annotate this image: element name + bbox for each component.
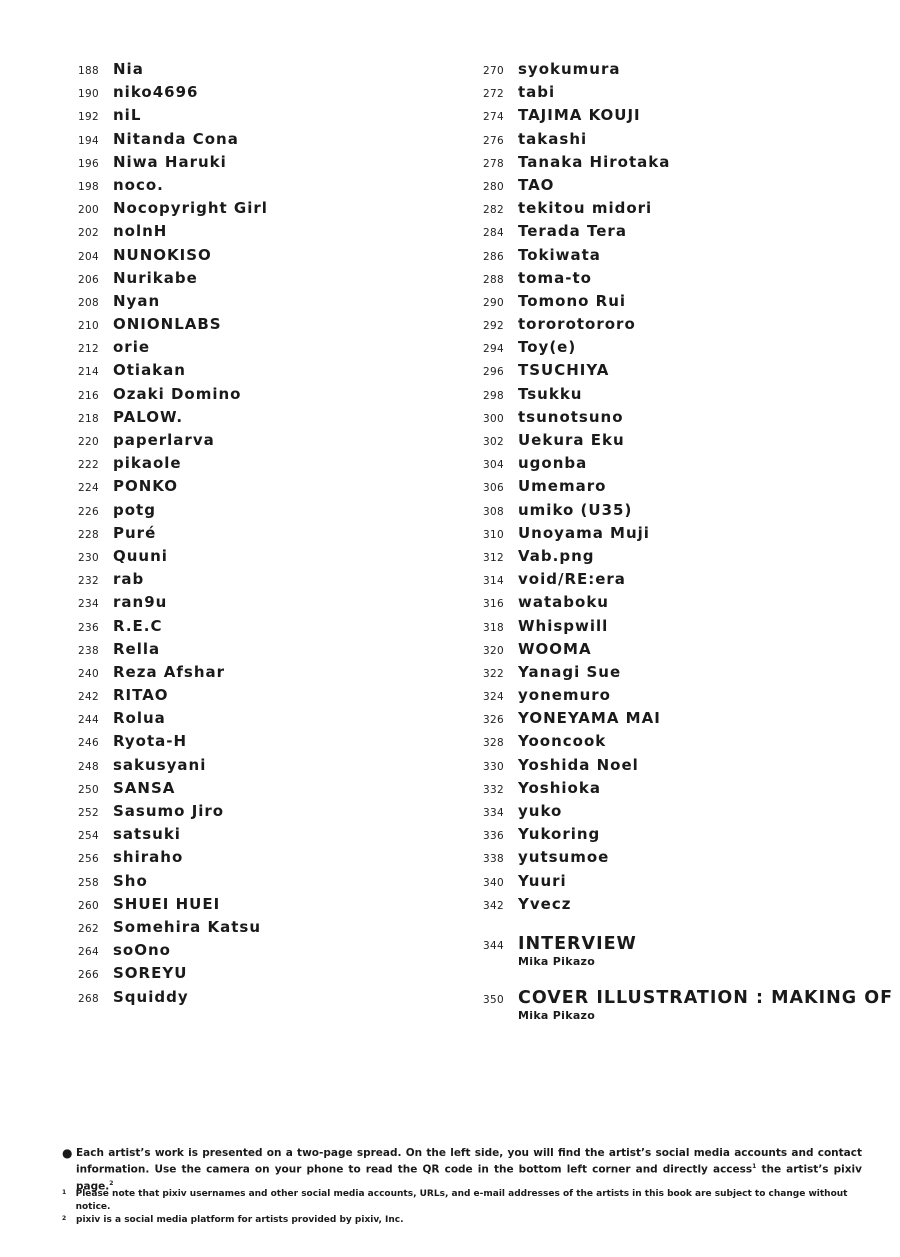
entry-page-number: 258 (78, 876, 99, 889)
section-title: COVER ILLUSTRATION : MAKING OF (518, 988, 894, 1008)
index-entry (483, 640, 670, 663)
entry-artist-name: NUNOKISO (113, 245, 212, 264)
section-title: INTERVIEW (518, 934, 637, 954)
index-entry (78, 686, 268, 709)
index-entry (78, 732, 268, 755)
entry-artist-name: SHUEI HUEI (113, 894, 221, 913)
entry-artist-name: TAJIMA KOUJI (518, 106, 641, 125)
entry-artist-name: wataboku (518, 593, 609, 612)
entry-artist-name: Tokiwata (518, 245, 601, 264)
entry-page-number: 230 (78, 551, 99, 564)
entry-page-number: 294 (483, 343, 504, 356)
index-entry (78, 222, 268, 245)
index-right-column (483, 60, 670, 918)
index-entry (483, 153, 670, 176)
entry-page-number: 342 (483, 899, 504, 912)
entry-artist-name: Sasumo Jiro (113, 802, 225, 820)
entry-page-number: 218 (78, 412, 99, 425)
index-entry (78, 431, 268, 454)
entry-page-number: 288 (483, 273, 504, 286)
index-entry (78, 802, 268, 825)
index-entry (483, 454, 670, 477)
index-entry (78, 477, 268, 500)
index-entry (483, 130, 670, 153)
entry-artist-name: Niwa Haruki (113, 152, 227, 171)
bullet-icon: ● (62, 1146, 73, 1160)
entry-page-number: 222 (78, 459, 99, 472)
index-entry (78, 292, 268, 315)
entry-artist-name: Unoyama Muji (518, 523, 650, 542)
entry-page-number: 260 (78, 899, 99, 912)
index-entry (78, 408, 268, 431)
index-entry (483, 756, 670, 779)
entry-artist-name: yonemuro (518, 686, 611, 705)
index-entry (483, 895, 670, 918)
index-entry (483, 593, 670, 616)
entry-page-number: 296 (483, 366, 504, 379)
index-entry (483, 338, 670, 361)
entry-artist-name: Whispwill (518, 616, 609, 635)
entry-page-number: 322 (483, 667, 504, 680)
entry-page-number: 264 (78, 946, 99, 959)
entry-artist-name: Umemaro (518, 477, 607, 496)
footnote-text: Please note that pixiv usernames and other social media accounts, URLs, and e-mail addresses of the artists in this book are subject to change without notice. (75, 1189, 848, 1212)
entry-artist-name: Yoshioka (518, 778, 601, 797)
entry-page-number: 252 (78, 807, 99, 819)
index-entry (78, 964, 268, 987)
index-entry (483, 431, 670, 454)
entry-page-number: 314 (483, 575, 504, 588)
index-entry (78, 501, 268, 524)
index-entry (483, 106, 670, 129)
index-entry (78, 848, 268, 871)
entry-page-number: 188 (78, 65, 99, 77)
entry-artist-name: Squiddy (113, 987, 189, 1006)
entry-artist-name: ugonba (518, 454, 588, 473)
entry-artist-name: potg (113, 500, 156, 519)
index-entry (78, 617, 268, 640)
index-entry (78, 640, 268, 663)
index-entry (483, 872, 670, 895)
entry-artist-name: Ryota-H (113, 732, 188, 751)
entry-artist-name: tekitou midori (518, 199, 653, 218)
entry-page-number: 212 (78, 343, 99, 356)
entry-page-number: 234 (78, 598, 99, 611)
entry-page-number: 336 (483, 830, 504, 843)
entry-artist-name: Tanaka Hirotaka (518, 152, 671, 171)
index-entry (78, 872, 268, 895)
footnote-number: 2 (62, 1215, 67, 1222)
entry-page-number: 324 (483, 691, 504, 704)
entry-page-number: 278 (483, 157, 504, 170)
entry-page-number: 200 (78, 204, 99, 217)
section-subtitle: Mika Pikazo (518, 1009, 596, 1022)
entry-page-number: 254 (78, 830, 99, 843)
index-entry (483, 686, 670, 709)
entry-page-number: 208 (78, 296, 99, 309)
entry-artist-name: tsunotsuno (518, 407, 624, 426)
index-entry (78, 361, 268, 384)
entry-artist-name: takashi (518, 129, 588, 148)
entry-page-number: 340 (483, 876, 504, 889)
entry-page-number: 256 (78, 853, 99, 866)
entry-artist-name: Toy(e) (518, 338, 577, 357)
index-entry (78, 547, 268, 570)
entry-page-number: 276 (483, 134, 504, 147)
index-entry (78, 130, 268, 153)
index-entry (483, 524, 670, 547)
entry-page-number: 198 (78, 180, 99, 193)
section-interview (483, 934, 637, 968)
entry-page-number: 228 (78, 528, 99, 541)
entry-artist-name: Yanagi Sue (518, 662, 622, 681)
index-entry (78, 756, 268, 779)
entry-page-number: 298 (483, 389, 504, 402)
index-entry (78, 199, 268, 222)
entry-page-number: 302 (483, 436, 504, 448)
index-entry (483, 547, 670, 570)
entry-page-number: 320 (483, 644, 504, 657)
entry-artist-name: orie (113, 338, 151, 357)
index-entry (78, 454, 268, 477)
entry-page-number: 220 (78, 436, 99, 448)
index-entry (78, 825, 268, 848)
entry-page-number: 280 (483, 180, 504, 193)
index-entry (78, 246, 268, 269)
section-page-number: 350 (483, 994, 504, 1006)
entry-page-number: 196 (78, 157, 99, 170)
index-entry (483, 848, 670, 871)
index-entry (78, 385, 268, 408)
entry-page-number: 194 (78, 134, 99, 147)
entry-artist-name: void/RE:era (518, 570, 626, 589)
section-subtitle: Mika Pikazo (518, 955, 596, 968)
entry-page-number: 312 (483, 551, 504, 564)
note-text-part1: Each artist’s work is presented on a two-page spread. On the left side, you will find the artist’s social media accounts and contact information. Use the camera on your phone to read the QR code in the bottom left corner and directly access (76, 1147, 862, 1176)
index-entry (78, 918, 268, 941)
index-entry (78, 269, 268, 292)
entry-artist-name: paperlarva (113, 431, 215, 449)
footnotes (62, 1188, 862, 1227)
entry-artist-name: Nocopyright Girl (113, 199, 268, 218)
entry-page-number: 224 (78, 482, 99, 495)
footnote (62, 1214, 862, 1227)
entry-page-number: 248 (78, 760, 99, 773)
entry-artist-name: Reza Afshar (113, 662, 226, 681)
index-entry (483, 663, 670, 686)
index-entry (483, 361, 670, 384)
entry-artist-name: TSUCHIYA (518, 361, 610, 380)
entry-page-number: 250 (78, 783, 99, 796)
index-entry (78, 153, 268, 176)
entry-artist-name: Nitanda Cona (113, 129, 239, 148)
entry-artist-name: Yuuri (518, 871, 567, 890)
entry-page-number: 304 (483, 459, 504, 472)
presentation-note-text (76, 1146, 862, 1193)
entry-artist-name: niL (113, 106, 142, 125)
entry-page-number: 202 (78, 227, 99, 240)
entry-page-number: 300 (483, 412, 504, 425)
entry-artist-name: tabi (518, 83, 556, 102)
entry-page-number: 236 (78, 621, 99, 634)
index-entry (78, 570, 268, 593)
index-entry (78, 338, 268, 361)
entry-artist-name: shiraho (113, 848, 184, 867)
entry-page-number: 244 (78, 714, 99, 727)
index-entry (483, 732, 670, 755)
note-superscript: 2 (109, 1179, 114, 1187)
entry-artist-name: PONKO (113, 477, 178, 496)
entry-artist-name: Yvecz (518, 894, 572, 913)
index-entry (78, 593, 268, 616)
index-entry (483, 199, 670, 222)
index-entry (483, 570, 670, 593)
entry-page-number: 284 (483, 227, 504, 240)
entry-page-number: 232 (78, 575, 99, 588)
index-entry (483, 408, 670, 431)
entry-artist-name: ONIONLABS (113, 315, 222, 334)
entry-artist-name: niko4696 (113, 83, 199, 102)
index-entry (78, 779, 268, 802)
index-entry (78, 83, 268, 106)
entry-artist-name: Ozaki Domino (113, 384, 242, 403)
entry-page-number: 282 (483, 204, 504, 217)
entry-artist-name: Somehira Katsu (113, 917, 261, 936)
entry-artist-name: satsuki (113, 825, 181, 844)
entry-page-number: 270 (483, 65, 504, 77)
index-entry (78, 60, 268, 83)
index-entry (483, 315, 670, 338)
entry-artist-name: Nyan (113, 291, 161, 310)
entry-page-number: 262 (78, 922, 99, 935)
section-page-number: 344 (483, 940, 504, 952)
entry-artist-name: Sho (113, 871, 148, 890)
entry-artist-name: Yoshida Noel (518, 755, 639, 774)
index-entry (78, 524, 268, 547)
entry-page-number: 310 (483, 528, 504, 541)
entry-artist-name: pikaole (113, 454, 182, 473)
index-entry (78, 663, 268, 686)
entry-artist-name: Rella (113, 639, 161, 658)
entry-page-number: 290 (483, 296, 504, 309)
index-entry (483, 617, 670, 640)
footnote (62, 1188, 862, 1214)
index-entry (78, 895, 268, 918)
entry-artist-name: yutsumoe (518, 848, 610, 867)
index-entry (78, 315, 268, 338)
index-entry (78, 176, 268, 199)
entry-artist-name: R.E.C (113, 616, 163, 635)
entry-artist-name: nolnH (113, 222, 168, 241)
entry-page-number: 330 (483, 760, 504, 773)
index-entry (78, 941, 268, 964)
entry-page-number: 334 (483, 807, 504, 819)
entry-page-number: 210 (78, 320, 99, 333)
entry-artist-name: Rolua (113, 709, 166, 728)
entry-artist-name: Nurikabe (113, 268, 198, 287)
entry-artist-name: SOREYU (113, 964, 188, 983)
entry-artist-name: Nia (113, 60, 144, 78)
presentation-note (62, 1146, 862, 1193)
entry-page-number: 308 (483, 505, 504, 518)
entry-page-number: 306 (483, 482, 504, 495)
index-entry (483, 246, 670, 269)
entry-artist-name: Quuni (113, 546, 168, 565)
entry-page-number: 286 (483, 250, 504, 263)
entry-artist-name: Puré (113, 523, 157, 542)
entry-artist-name: noco. (113, 175, 164, 194)
index-left-column (78, 60, 268, 1011)
entry-artist-name: tororotororo (518, 315, 636, 334)
entry-artist-name: syokumura (518, 60, 621, 78)
index-entry (483, 802, 670, 825)
entry-page-number: 214 (78, 366, 99, 379)
entry-artist-name: sakusyani (113, 755, 207, 774)
index-entry (483, 825, 670, 848)
index-entry (483, 501, 670, 524)
index-entry (483, 222, 670, 245)
index-entry (483, 477, 670, 500)
entry-page-number: 226 (78, 505, 99, 518)
entry-artist-name: SANSA (113, 778, 176, 797)
entry-page-number: 206 (78, 273, 99, 286)
entry-artist-name: Tomono Rui (518, 291, 627, 310)
index-entry (483, 779, 670, 802)
entry-page-number: 242 (78, 691, 99, 704)
entry-artist-name: umiko (U35) (518, 500, 633, 519)
entry-artist-name: Yukoring (518, 825, 601, 844)
entry-page-number: 240 (78, 667, 99, 680)
entry-artist-name: RITAO (113, 686, 169, 705)
index-entry (483, 292, 670, 315)
footnote-text: pixiv is a social media platform for artists provided by pixiv, Inc. (76, 1215, 404, 1225)
entry-artist-name: soOno (113, 941, 171, 960)
index-entry (483, 269, 670, 292)
entry-page-number: 192 (78, 111, 99, 124)
index-entry (483, 709, 670, 732)
entry-page-number: 216 (78, 389, 99, 402)
entry-page-number: 274 (483, 111, 504, 124)
entry-artist-name: ran9u (113, 593, 168, 612)
index-entry (483, 60, 670, 83)
entry-artist-name: yuko (518, 802, 563, 820)
entry-artist-name: WOOMA (518, 639, 592, 658)
index-entry (78, 709, 268, 732)
entry-page-number: 190 (78, 88, 99, 101)
entry-page-number: 326 (483, 714, 504, 727)
entry-page-number: 316 (483, 598, 504, 611)
entry-artist-name: PALOW. (113, 407, 184, 426)
entry-page-number: 332 (483, 783, 504, 796)
index-entry (483, 176, 670, 199)
entry-page-number: 338 (483, 853, 504, 866)
index-entry (78, 106, 268, 129)
entry-artist-name: toma-to (518, 268, 592, 287)
entry-page-number: 238 (78, 644, 99, 657)
entry-page-number: 292 (483, 320, 504, 333)
entry-artist-name: Uekura Eku (518, 431, 625, 449)
entry-artist-name: YONEYAMA MAI (518, 709, 661, 728)
entry-page-number: 318 (483, 621, 504, 634)
entry-artist-name: Terada Tera (518, 222, 627, 241)
entry-page-number: 328 (483, 737, 504, 750)
entry-artist-name: Otiakan (113, 361, 186, 380)
index-entry (483, 385, 670, 408)
entry-artist-name: Yooncook (518, 732, 607, 751)
entry-artist-name: Vab.png (518, 546, 595, 565)
section-cover-making-of (483, 988, 893, 1022)
entry-page-number: 268 (78, 992, 99, 1005)
footnote-number: 1 (62, 1189, 67, 1196)
entry-page-number: 246 (78, 737, 99, 750)
entry-page-number: 272 (483, 88, 504, 101)
index-entry (483, 83, 670, 106)
entry-artist-name: TAO (518, 175, 555, 194)
entry-page-number: 266 (78, 969, 99, 982)
index-entry (78, 988, 268, 1011)
entry-page-number: 204 (78, 250, 99, 263)
entry-artist-name: Tsukku (518, 384, 583, 403)
note-text-part2: the artist’s pixiv page. (76, 1163, 862, 1192)
note-superscript: 1 (752, 1163, 757, 1170)
entry-artist-name: rab (113, 570, 145, 589)
